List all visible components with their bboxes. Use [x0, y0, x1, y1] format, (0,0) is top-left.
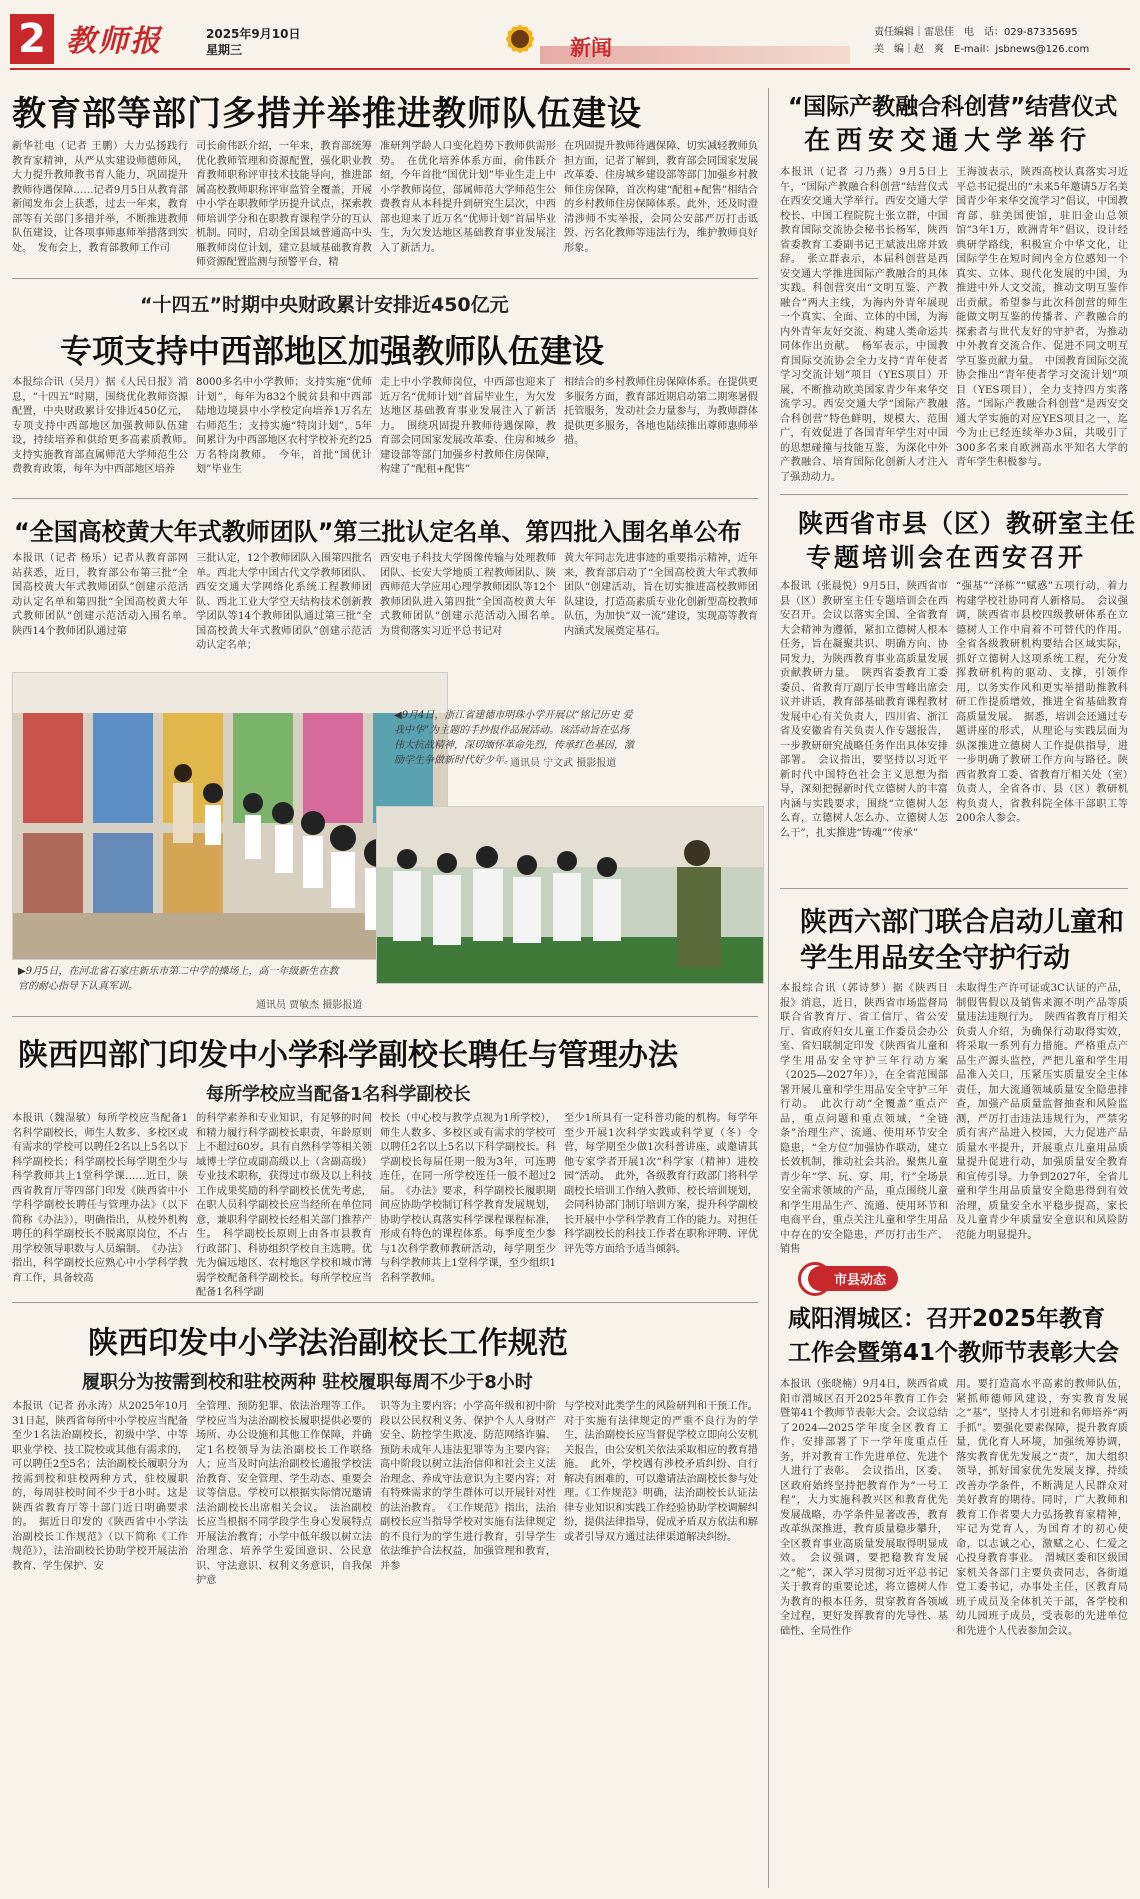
article-body-col: 校长（中心校与教学点视为1所学校），师生人数多、多校区或有需求的学校可以聘任2名以上5名以下科学副校长。科学副校长每届任期一般为3年，可连聘连任，在同一所学校连任一般不超过2届。 《办法》要求，科学副校长履职期间应协助学校制订科学教育发展规划，协助学校认真落实科学课程课程标准，形成有特色的课程体系。每季度至少参与1次科学教师教研活动，每学期至少与科学教师共上1堂科学课，至少组织1名科学教师。 — [380, 1113, 556, 1284]
photo-caption: ▶9月5日，在河北省石家庄新乐市第二中学的操场上，高一年级新生在教官的耐心指导下认真军训。 — [18, 966, 339, 992]
article-body-col: 用。要打造高水平高素的教师队伍，紧抓师德师风建设，夯实教育发展之“基”，坚持人才引进和名师培养“两手抓”。要强化要素保障，提升教育质量，优化育人环境，加强统筹协调，落实教育优先发展之“责”，加大组织领导，抓好国家优先发展支撑，持续改善办学条件，不断满足人民群众对美好教育的期待。同时，广大教师和教育工作者要大力弘扬教育家精神，牢记为党育人，为国育才的初心使命，以志诚之心，激赋之心、仁爱之心投身教育事业。 渭城区委和区级国家机关各部门主要负责同志，各街道党工委书记，办事处主任，区教育局班子成员及全体机关干部，各学校和幼儿园班子成员，受表彰的先进单位和先进个人代表参加会议。 — [956, 1379, 1128, 1637]
section-divider — [780, 888, 1128, 889]
article-headline: 陕西四部门印发中小学科学副校长聘任与管理办法 — [18, 1038, 678, 1073]
editor-name: 责任编辑｜雷思佳 — [874, 27, 954, 38]
article-headline-line1: 咸阳渭城区：召开2025年教育 — [788, 1306, 1106, 1332]
designer-name: 美 编｜赵 爽 — [874, 44, 944, 55]
article-body-col: 的科学素养和专业知识，有足够的时间和精力履行科学副校长职责，年龄原则上不超过60岁。具有自然科学等相关领域博士学位或副高级以上（含副高级）专业技术职称，获得过市级及以上科技工作成果奖励的科学副校长优先考虑，在职人员科学副校长应当经所在单位同意，兼职科学副校长经相关部门推荐产生。 科学副校长原则上由各市县教育行政部门、科协组织学校自主选聘。优先为偏远地区、农村地区学校和城市薄弱学校配备科学副校长。每所学校应当配备1名科学副 — [196, 1113, 372, 1298]
article-kicker: “十四五”时期中央财政累计安排近450亿元 — [140, 294, 509, 316]
editor-phone: 电 话：029-87335695 — [964, 27, 1078, 38]
county-news-badge: 市县动态 — [808, 1266, 898, 1291]
article-headline: “全国高校黄大年式教师团队”第三批认定名单、第四批入围名单公布 — [14, 518, 742, 546]
issue-date: 2025年9月10日 — [206, 27, 301, 41]
issue-weekday: 星期三 — [206, 43, 243, 57]
article-body-col: 本报讯（张晨悦）9月5日，陕西省市县（区）教研室主任专题培训会在西安召开。会议以落实全国、全省教育大会精神为遵循，紧扣立德树人根本任务，旨在凝聚共识、明确方向、协同发力，为陕西教育事业高质量发展贡献教研力量。 陕西省委教育工委委员、省教育厅副厅长申雪峰出席会议并讲话，教育部基础教育课程教材发展中心有关负责人，四川省、浙江省及安徽省有关负责人作专题报告，一步教研研究战略任务作出具体安排部署。 会议指出，要坚持以习近平新时代中国特色社会主义思想为指导，深刻把握新时代立德树人的丰富内涵与实践要求，围绕“立德树人怎么育，立德树人怎么办、立德树人怎么干”，扎实推进“铸魂”“传承” — [780, 581, 948, 839]
section-divider — [12, 1016, 758, 1017]
section-divider — [780, 494, 1128, 495]
article-body-col: “强基”“泽栋”“赋惑”五项行动，着力构建学校社协同育人新格局。 会议强调，陕西省市县校四级教研体系在立德树人工作中肩着不可替代的作用。全省各级教研机构要结合区域实际，抓好立德树人这项系统工程，充分发挥教研机构的驱动、支撑，引领作用，以务实作风和更实举措助推教科研工作提质增效，推进全省基础教育高质量发展。 据悉，培训会还通过专题讲座的形式，从理论与实践层面为纵深推进立德树人工作提供指导，进一步明确了教研工作方向与路径。陕西省教育工委、省教育厅相关处（室）负责人，全省各市、县（区）教研机构负责人，省教科院全体干部职工等200余人参会。 — [956, 581, 1128, 824]
editor-credits — [874, 24, 1089, 58]
article-subtitle: 每所学校应当配备1名科学副校长 — [206, 1084, 471, 1105]
section-divider — [12, 1302, 758, 1303]
article-body-col: 全管理、预防犯罪、依法治理等工作。学校应当为法治副校长履职提供必要的场所、办公设施和其他工作保障，并确定1名校领导为法治副校长工作联络人；应当及时向法治副校长通报学校法治教育、安全管理、学生动态、重要会议等信息。学校可以根据实际情况邀请法治副校长出席相关会议。 法治副校长应当根据不同学段学生身心发展特点开展法治教育；小学中低年级以树立法治理念、培养学生爱国意识、公民意识、守法意识、权利义务意识，自我保护意 — [196, 1401, 372, 1586]
article-body-col: 西安电子科技大学图像传输与处理教师团队、长安大学地质工程教师团队、陕西师范大学应用心理学教师团队等12个教师团队进入第四批“全国高校黄大年式教师团队”创建示范活动入围名单。 为贯彻落实习近平总书记对 — [380, 553, 567, 637]
article-headline-line2: 学生用品安全守护行动 — [800, 943, 1070, 974]
article-body-col: 黄大年同志先进事迹的重要指示精神，近年来，教育部启动了“全国高校黄大年式教师团队”创建活动，旨在切实推进高校教师团队建设，打造高素质专业化创新型高校教师队伍，为加快“双一流”建设，实现高等教育内涵式发展奠定基石。 — [564, 553, 758, 637]
photo-credit: 通讯员 宁文武 摄影报道 — [510, 758, 617, 769]
article-body-col: 走上中小学教师岗位，中西部也迎来了近万名“优师计划”首届毕业生，为欠发达地区基础教育事业发展注入了新活力。 围绕巩固提升教师待遇保障，教育部会同国家发展改革委、住房和城乡建设部等部门加强乡村教师住房保障，构建了“配租+配售” — [380, 377, 556, 475]
issue-date-block — [206, 26, 300, 58]
article-body-col: 本报综合讯（吴月）据《人民日报》消息，“十四五”时期，围绕优化教师资源配置，中央财政累计安排近450亿元，专项支持中西部地区加强教师队伍建设，持续培养和供给更多高素质教师。 支持实施教育部直属师范大学师范生公费教育政策，每年为中西部地区培养 — [12, 377, 199, 475]
article-body-col: 本报讯（张晓楠）9月4日，陕西省咸阳市渭城区召开2025年教育工作会暨第41个教师节表彰大会。会议总结了2024—2025学年度全区教育工作，安排部署了下一学年度重点任务，并对教育工作先进单位、先进个人进行了表彰。 会议指出，区委、区政府始终坚持把教育作为“一号工程”，大力实施科教兴区和教育优先发展战略，办学条件显著改善，教育改革纵深推进，教育质量稳步攀升，全区教育事业高质量发展取得明显成效。 会议强调，要把稳教育发展之“舵”，深入学习贯彻习近平总书记关于教育的重要论述，将立德树人作为教育的根本任务，贯穿教育各领域全过程，更好发挥教育的先导性、基础性、全局性作 — [780, 1379, 948, 1637]
masthead-rule — [10, 68, 1130, 70]
article-body-col: 本报综合讯（郭诗梦）据《陕西日报》消息，近日，陕西省市场监督局联合省教育厅、省工信厅、省公安厅、省政府妇女儿童工作委员会办公室、省妇联制定印发《陕西省儿童和学生用品安全守护三年行动方案（2025—2027年）》，在全省范围部署开展儿童和学生用品安全守护三年行动。 此次行动“全覆盖”重点产品，重点问题和重点领域，“全链条”治理生产、流通、使用环节安全隐患，“全方位”加强协作联动，建立长效机制，推动社会共治。聚焦儿童青少年“学、玩、穿、用，行”全场景安全需求领域的产品，重点围绕儿童和学生用品生产、流通、使用环节和电商平台，重点关注儿童和学生用品中存在的安全隐患，严厉打击生产、销售 — [780, 983, 948, 1255]
article-headline-line2: 在西安交通大学举行 — [804, 126, 1093, 156]
article-headline-line1: “国际产教融合科创营”结营仪式 — [788, 94, 1118, 120]
editor-email: E-mail：jsbnews@126.com — [954, 44, 1090, 55]
photo-caption: ◀9月4日，浙江省建德市明珠小学开展以“铭记历史 爱我中华”为主题的手抄报作品展活动。该活动旨在弘扬伟大抗战精神，深切缅怀革命先烈，传承红色基因，激励学生争做新时代好少年。 — [394, 710, 634, 766]
column-divider — [768, 88, 769, 1888]
article-body-col: 三批认定，12个教师团队入围第四批名单。西北大学中国古代文学教师团队、西安交通大学网络化系统工程教师团队、西北工业大学空天结构技术创新教学团队等14个教师团队通过第三批“全国高校黄大年式教师团队”创建示范活动认定名单； — [196, 553, 372, 651]
photo-credit: 通讯员 贾敏杰 摄影报道 — [256, 1000, 363, 1011]
article-body-col: 司长俞伟跃介绍，一年来，教育部统筹优化教师管理和资源配置，强化职业教育教师职称评审技术技能导向，推进部属高校教师职称评审监管全覆盖，开展中小学在职教师学历提升试点，探索教师培训学分和在职教育课程学分的互认机制。同时，启动全国县域普通高中头雁教师岗位计划，建立县域基础教育教师资源配置监测与预警平台，精 — [196, 141, 372, 268]
sunflower-icon — [490, 14, 550, 64]
article-body-col: 相结合的乡村教师住房保障体系。在提供更多服务方面，教育部近期启动第二期寒暑假托管服务，发动社会力量参与，为教师群体提供更多服务，各地也陆续推出尊师惠师举措。 — [564, 377, 758, 446]
section-name: 新闻 — [570, 36, 612, 60]
article-headline-line1: 陕西六部门联合启动儿童和 — [800, 907, 1124, 938]
article-subtitle: 履职分为按需到校和驻校两种 驻校履职每周不少于8小时 — [82, 1372, 533, 1393]
article-body-col: 新华社电（记者 王鹏）大力弘扬践行教育家精神，从严从实建设师德师风，大力提升教师教书育人能力，巩固提升教师待遇保障……记者9月5日从教育部新闻发布会上获悉，过去一年来，教育部等有关部门多措并举，不断推进教师队伍建设，让各项事师惠师举措落到实处。 发布会上，教育部教师工作司 — [12, 141, 188, 254]
article-body-col: 未取得生产许可证或3C认证的产品，制假售假以及销售来源不明产品等质量违法违规行为。 陕西省教育厅相关负责人介绍，为确保行动取得实效，将采取一系列有力措施。严格重点产品生产源头监控，严把儿童和学生用品准入关口，压紧压实质量安全主体责任，加大流通领域质量安全隐患排查，加强产品质量监督抽查和风险监测，严厉打击违法违规行为，严禁劣质有害产品进入校园，大力促进产品质量水平提升，开展重点儿童用品质量提升促进行动，加强质量安全教育和宣传引导。力争到2027年，全省儿童和学生用品质量安全隐患得到有效治理，质量安全水平稳步提高，家长及儿童青少年质量安全意识和风险防范能力明显提升。 — [956, 983, 1128, 1241]
page-number: 2 — [10, 14, 54, 64]
article-body-col: 识等为主要内容；小学高年级和初中阶段以公民权利义务、保护个人人身财产安全、防控学生欺凌、防范网络诈骗、预防未成年人违法犯罪等为主要内容；高中阶段以树立法治信仰和社会主义法治理念、养成守法意识为主要内容；对有特殊需求的学生群体可以开展针对性的法治教育。 《工作规范》指出，法治副校长应当指导学校对实施有法律规定的不良行为的学生进行教育，引导学生依法维护合法权益，加强管理和教育，并参 — [380, 1401, 556, 1572]
article-body-col: 与学校对此类学生的风险研判和干预工作。对于实施有法律规定的严重不良行为的学生，法治副校长应当督促学校立即向公安机关报告，由公安机关依法采取相应的教育措施。 此外，学校遇有涉校矛盾纠纷、自行解决有困难的，可以邀请法治副校长参与处理。《工作规范》明确，法治副校长认证法律专业知识和实践工作经验协助学校调解纠纷，提供法律指导，促成矛盾双方依法和解或者引导双方通过法律渠道解决纠纷。 — [564, 1401, 758, 1543]
article-headline: 陕西印发中小学法治副校长工作规范 — [88, 1326, 568, 1361]
masthead — [10, 14, 1130, 72]
article-body-col: 8000多名中小学教师；支持实施“优师计划”，每年为832个脱贫县和中西部陆地边境县中小学校定向培养1万名左右师范生；支持实施“特岗计划”，5年间累计为中西部地区农村学校补充约25万名特岗教师。 今年，首批“国优计划”毕业生 — [196, 377, 372, 475]
photo-military-training — [376, 806, 764, 984]
article-body-col: 本报讯（记者 杨乐）记者从教育部网站获悉，近日，教育部公布第三批“全国高校黄大年式教师团队”创建示范活动认定名单和第四批“全国高校黄大年式教师团队”创建示范活动入围名单。 陕西14个教师团队通过第 — [12, 553, 199, 637]
article-headline-line2: 专题培训会在西安召开 — [806, 543, 1087, 572]
article-headline-line2: 工作会暨第41个教师节表彰大会 — [788, 1340, 1120, 1366]
section-divider — [12, 498, 758, 499]
article-body-col: 准研判学龄人口变化趋势下教师供需形势。 在优化培养体系方面，俞伟跃介绍，今年首批“国优计划”毕业生走上中小学教师岗位，部属师范大学师范生公费教育从本科提升到研究生层次，中西部也迎来了近万名“优师计划”首届毕业生，为欠发达地区基础教育事业发展注入了新活力。 — [380, 141, 556, 254]
article-body-col: 在巩固提升教师待遇保障、切实减轻教师负担方面，记者了解到，教育部会同国家发展改革委、住房城乡建设部等部门加强乡村教师住房保障，首次构建“配租+配售”相结合的乡村教师住房保障体系。此外，还及时澄清涉师不实举报，会同公安部严厉打击诋毁、污名化教师等违法行为，维护教师良好形象。 — [564, 141, 758, 254]
article-headline: 专项支持中西部地区加强教师队伍建设 — [60, 332, 605, 370]
article-body-col: 王海波表示，陕西高校认真落实习近平总书记提出的“未来5年邀请5万名美国青少年来华交流学习”倡议，中国教育部、驻美国使馆，驻旧金山总领馆“3年1万，欧洲青年”倡议，设计经典研学路线，积极宣介中华文化，让国际学生在短时间内全方位感知一个真实、立体、现代化发展的中国，为推进中外人文交流，推动文明互鉴作出贡献。希望参与此次科创营的师生能做文明互鉴的传播者、产教融合的探索者与世代友好的守护者，为推动中外教育交流合作、促进不同文明互学互鉴贡献力量。 中国教育国际交流协会推出“青年使者学习交流计划”项目（YES项目），全力支持四方实落落。“国际产教融合科创营”是西安交通大学实施的对应YES项目之一，迄今为止已经连续举办3届，共吸引了300多名来自欧洲高水平知名大学的青年学生积极参与。 — [956, 167, 1128, 468]
article-headline-line1: 陕西省市县（区）教研室主任 — [798, 509, 1137, 538]
section-divider — [12, 278, 758, 279]
article-body-col: 本报讯（魏湿敏）每所学校应当配备1名科学副校长，师生人数多、多校区或有需求的学校可以聘任2名以上5名以下科学副校长；科学副校长每学期至少与科学教师共上1堂科学课……近日，陕西省教育厅等四部门印发《陕西省中小学科学副校长聘任与管理办法》（以下简称《办法》），明确指出，从校外机构聘任的科学副校长不脱离原岗位，不占用学校领导职数与人员编制。 《办法》指出，科学副校长应熟心中小学科学教育工作，具备较高 — [12, 1113, 188, 1284]
article-headline: 教育部等部门多措并举推进教师队伍建设 — [12, 94, 642, 134]
article-body-col: 本报讯（记者 孙永涛）从2025年10月31日起，陕西省每所中小学校应当配备至少1名法治副校长，初级中学、中等职业学校、技工院校或其他有需求的，可以聘任2至5名；法治副校长履职分为按需到校和驻校两种方式，驻校履职的，每周驻校时间不少于8小时。这是陕西省教育厅等十部门近日明确要求的。 据近日印发的《陕西省中小学法治副校长工作规范》（以下简称《工作规范》），法治副校长协助学校开展法治教育、学生保护、安 — [12, 1401, 188, 1572]
article-body-col: 本报讯（记者 刁乃燕）9月5日上午，“国际产教融合科创营”结营仪式在西安交通大学举行。西安交通大学校长、中国工程院院士张立群，中国教育国际交流协会秘书长杨军，陕西省委教育工委副书记王斌波出席并致辞。 张立群表示，本届科创营是西安交通大学推进国际产教融合的具体实践。科创营突出“文明互鉴、产教融合”两大主线，为海内外青年展现一个真实、全面、立体的中国，为海内外青年友好交流、构建人类命运共同体作出贡献。 杨军表示，中国教育国际交流协会全力支持“青年使者学习交流计划”项目（YES项目）开展，不断推动欧美国家青少年来华交流学习。西安交通大学“国际产教融合科创营”特色鲜明，规模大、范围广，有效促进了各国青年学生对中国的思想碰撞与技能互鉴，为深化中外产教融合、培育国际化创新人才注入了强劲动力。 — [780, 167, 948, 483]
paper-name-logo: 教师报 — [66, 24, 162, 59]
article-body-col: 至少1所具有一定科普功能的机构。每学年至少开展1次科学实践或科学夏（冬）令营，每学期至少做1次科普讲座，或邀请其他专家学者开展1次“科学家（精神）进校园”活动。 此外，各级教育行政部门将科学副校长培训工作纳入教师、校长培训规划，会同科协部门制订培训方案，提升科学副校长开展中小学科学教育工作的能力。对担任科学副校长的科技工作者在职称评聘、评优评先等方面给予适当倾斜。 — [564, 1113, 758, 1255]
